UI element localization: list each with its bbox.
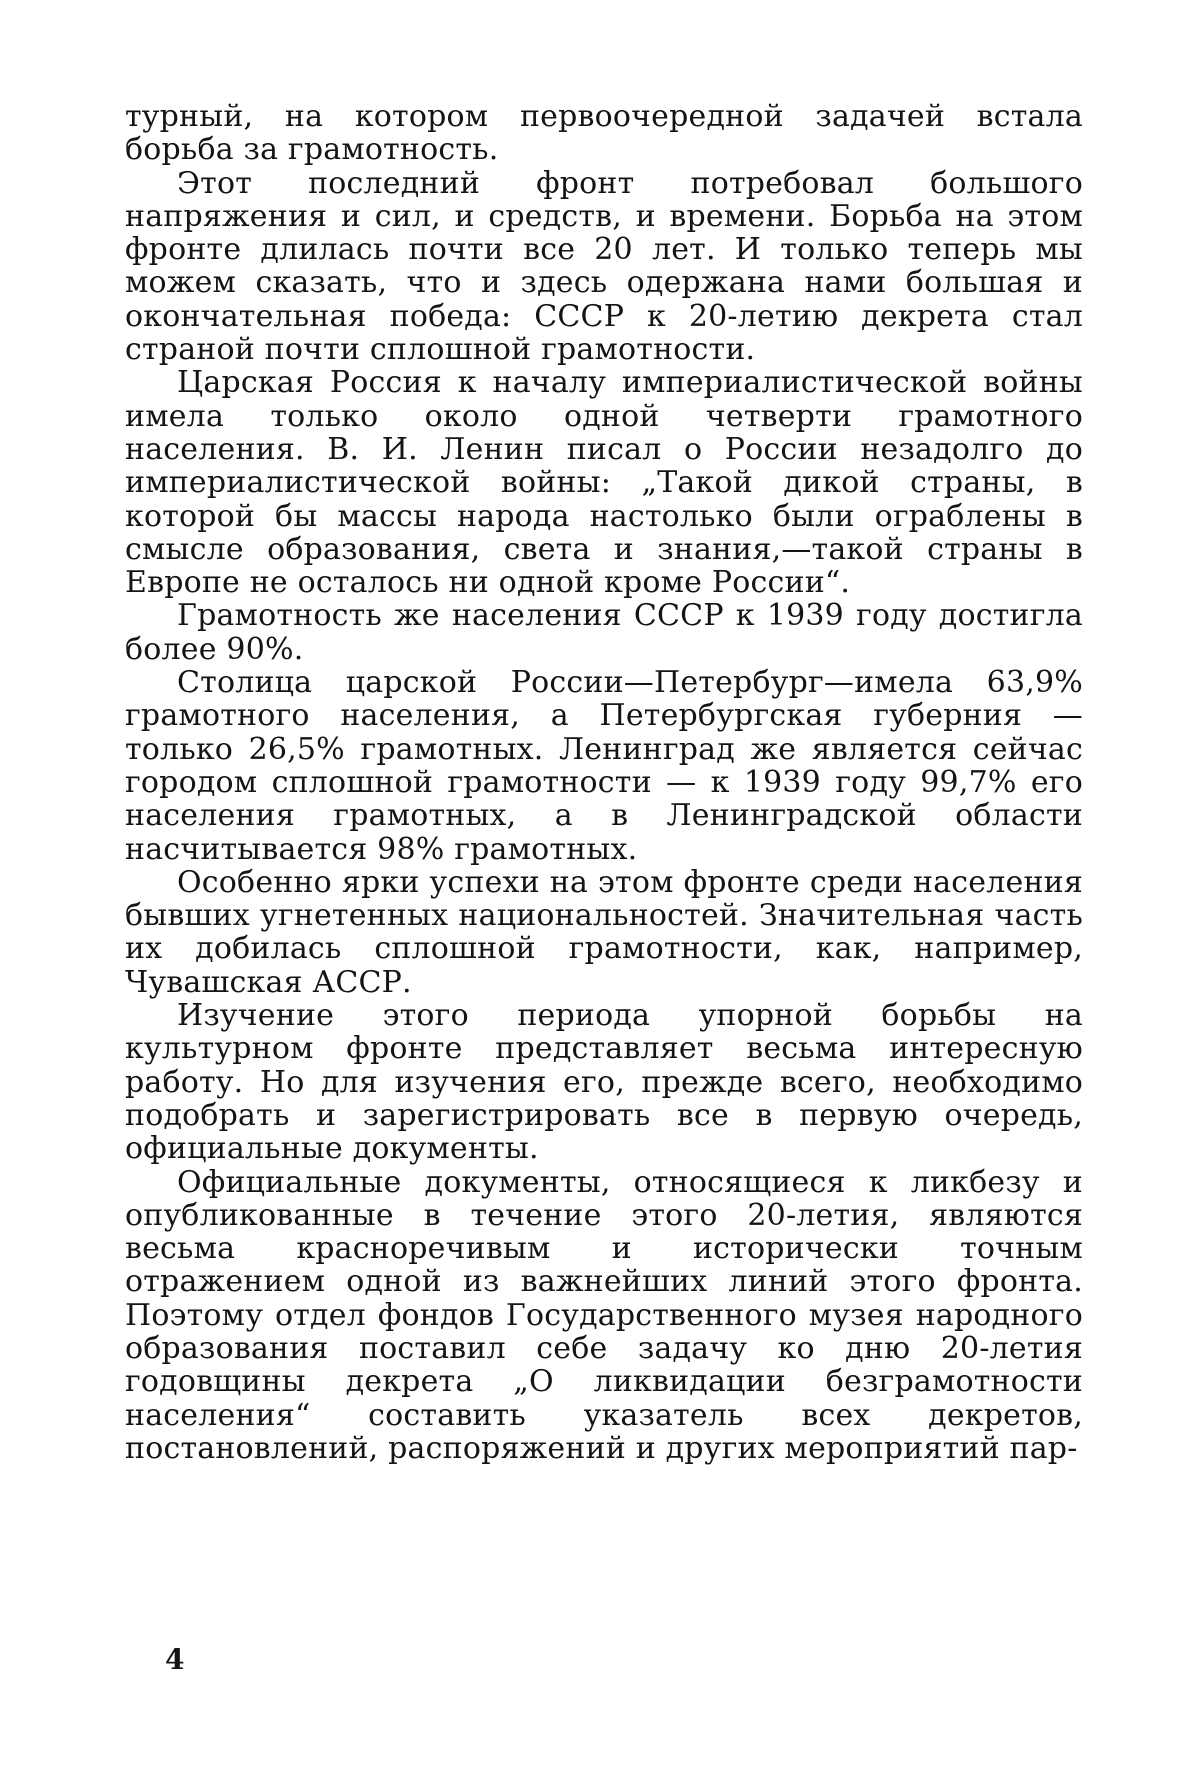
body-text [125,100,1083,1465]
paragraph-nationalities: Особенно ярки успехи на этом фронте среди населения бывших угнетенных национальностей. Значительная часть их добилась сплошной грамотности, как, например, Чувашская АССР. [125,864,1083,1000]
paragraph-literacy-front: Этот последний фронт потребовал большого напряжения и сил, и средств, и времени. Борьба на этом фронте длилась почти все 20 лет. И только теперь мы можем сказать, что и здесь одержана нами большая и окончательная победа: СССР к 20-летию декрета стал страной почти сплошной грамотности. [125,165,1083,368]
page-number: 4 [165,1643,185,1676]
paragraph-tsarist-russia: Царская Россия к началу империалистической войны имела только около одной четверти грамотного населения. В. И. Ленин писал о России незадолго до империалистической войны: „Такой дикой страны, в которой бы массы народа настолько были ограблены в смысле образования, света и знания,—такой страны в Европе не осталось ни одной кроме России“. [125,365,1083,601]
paragraph-ussr-literacy-1939: Грамотность же населения СССР к 1939 году достигла более 90%. [125,598,1083,667]
paragraph-study-period: Изучение этого периода упорной борьбы на культурном фронте представляет весьма интересную работу. Но для изучения его, прежде всего, необходимо подобрать и зарегистрировать все в первую очередь, официальные документы. [125,998,1083,1167]
paragraph-official-documents: Официальные документы, относящиеся к ликбезу и опубликованные в течение этого 20-летия, являются весьма красноречивым и исторически точным отражением одной из важнейших линий этого фронта. Поэтому отдел фондов Государственного музея народного образования поставил себе задачу ко дню 20-летия годовщины декрета „О ликвидации безграмотности населения“ составить указатель всех декретов, постановлений, распоряжений и других мероприятий пар- [125,1164,1083,1466]
paragraph-continuation: турный, на котором первоочередной задачей встала борьба за грамотность. [125,99,1083,168]
paragraph-petersburg-leningrad: Столица царской России—Петербург—имела 63,9% грамотного населения, а Петербургская губерния — только 26,5% грамотных. Ленинград же является сейчас городом сплошной грамотности — к 1939 году 99,7% его населения грамотных, а в Ленинградской области насчитывается 98% грамотных. [125,665,1083,867]
